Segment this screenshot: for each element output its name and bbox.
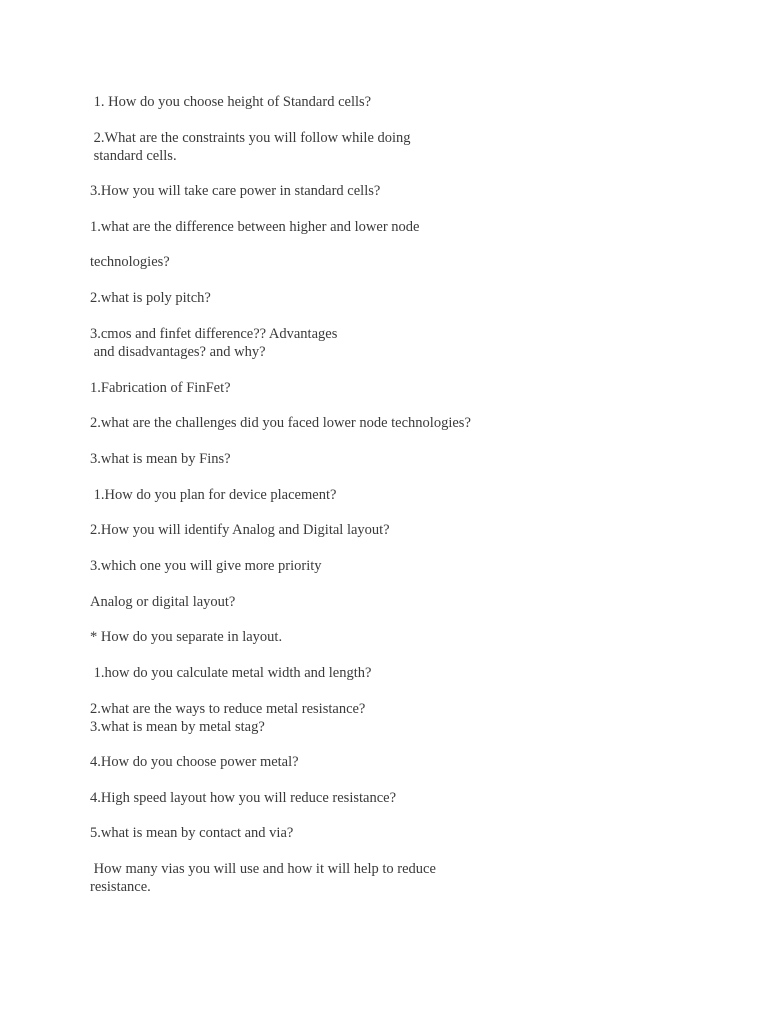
question-paragraph: 2.what are the ways to reduce metal resistance? 3.what is mean by metal stag? bbox=[90, 701, 366, 735]
question-paragraph: 2.How you will identify Analog and Digital layout? bbox=[90, 522, 390, 538]
question-paragraph: Analog or digital layout? bbox=[90, 594, 236, 610]
question-paragraph: 1.what are the difference between higher and lower node bbox=[90, 219, 420, 235]
question-paragraph: How many vias you will use and how it will help to reduce resistance. bbox=[90, 861, 436, 895]
question-paragraph: * How do you separate in layout. bbox=[90, 629, 283, 645]
question-paragraph: 3.cmos and finfet difference?? Advantages and disadvantages? and why? bbox=[90, 326, 338, 360]
question-paragraph: 3.which one you will give more priority bbox=[90, 558, 322, 574]
question-paragraph: 1.How do you plan for device placement? bbox=[90, 487, 337, 503]
question-paragraph: 2.what are the challenges did you faced lower node technologies? bbox=[90, 415, 471, 431]
question-paragraph: 1.how do you calculate metal width and length? bbox=[90, 665, 372, 681]
question-paragraph: 2.What are the constraints you will follow while doing standard cells. bbox=[93, 130, 411, 164]
question-paragraph: 1.Fabrication of FinFet? bbox=[90, 380, 231, 396]
question-paragraph: 1. How do you choose height of Standard cells? bbox=[90, 94, 372, 110]
question-paragraph: 3.what is mean by Fins? bbox=[90, 451, 231, 467]
question-paragraph: 2.what is poly pitch? bbox=[90, 290, 211, 306]
question-paragraph: 4.High speed layout how you will reduce resistance? bbox=[90, 790, 397, 806]
question-paragraph: 4.How do you choose power metal? bbox=[90, 754, 299, 770]
question-paragraph: 3.How you will take care power in standard cells? bbox=[90, 183, 381, 199]
question-paragraph: technologies? bbox=[90, 254, 170, 270]
question-paragraph: 5.what is mean by contact and via? bbox=[90, 825, 294, 841]
